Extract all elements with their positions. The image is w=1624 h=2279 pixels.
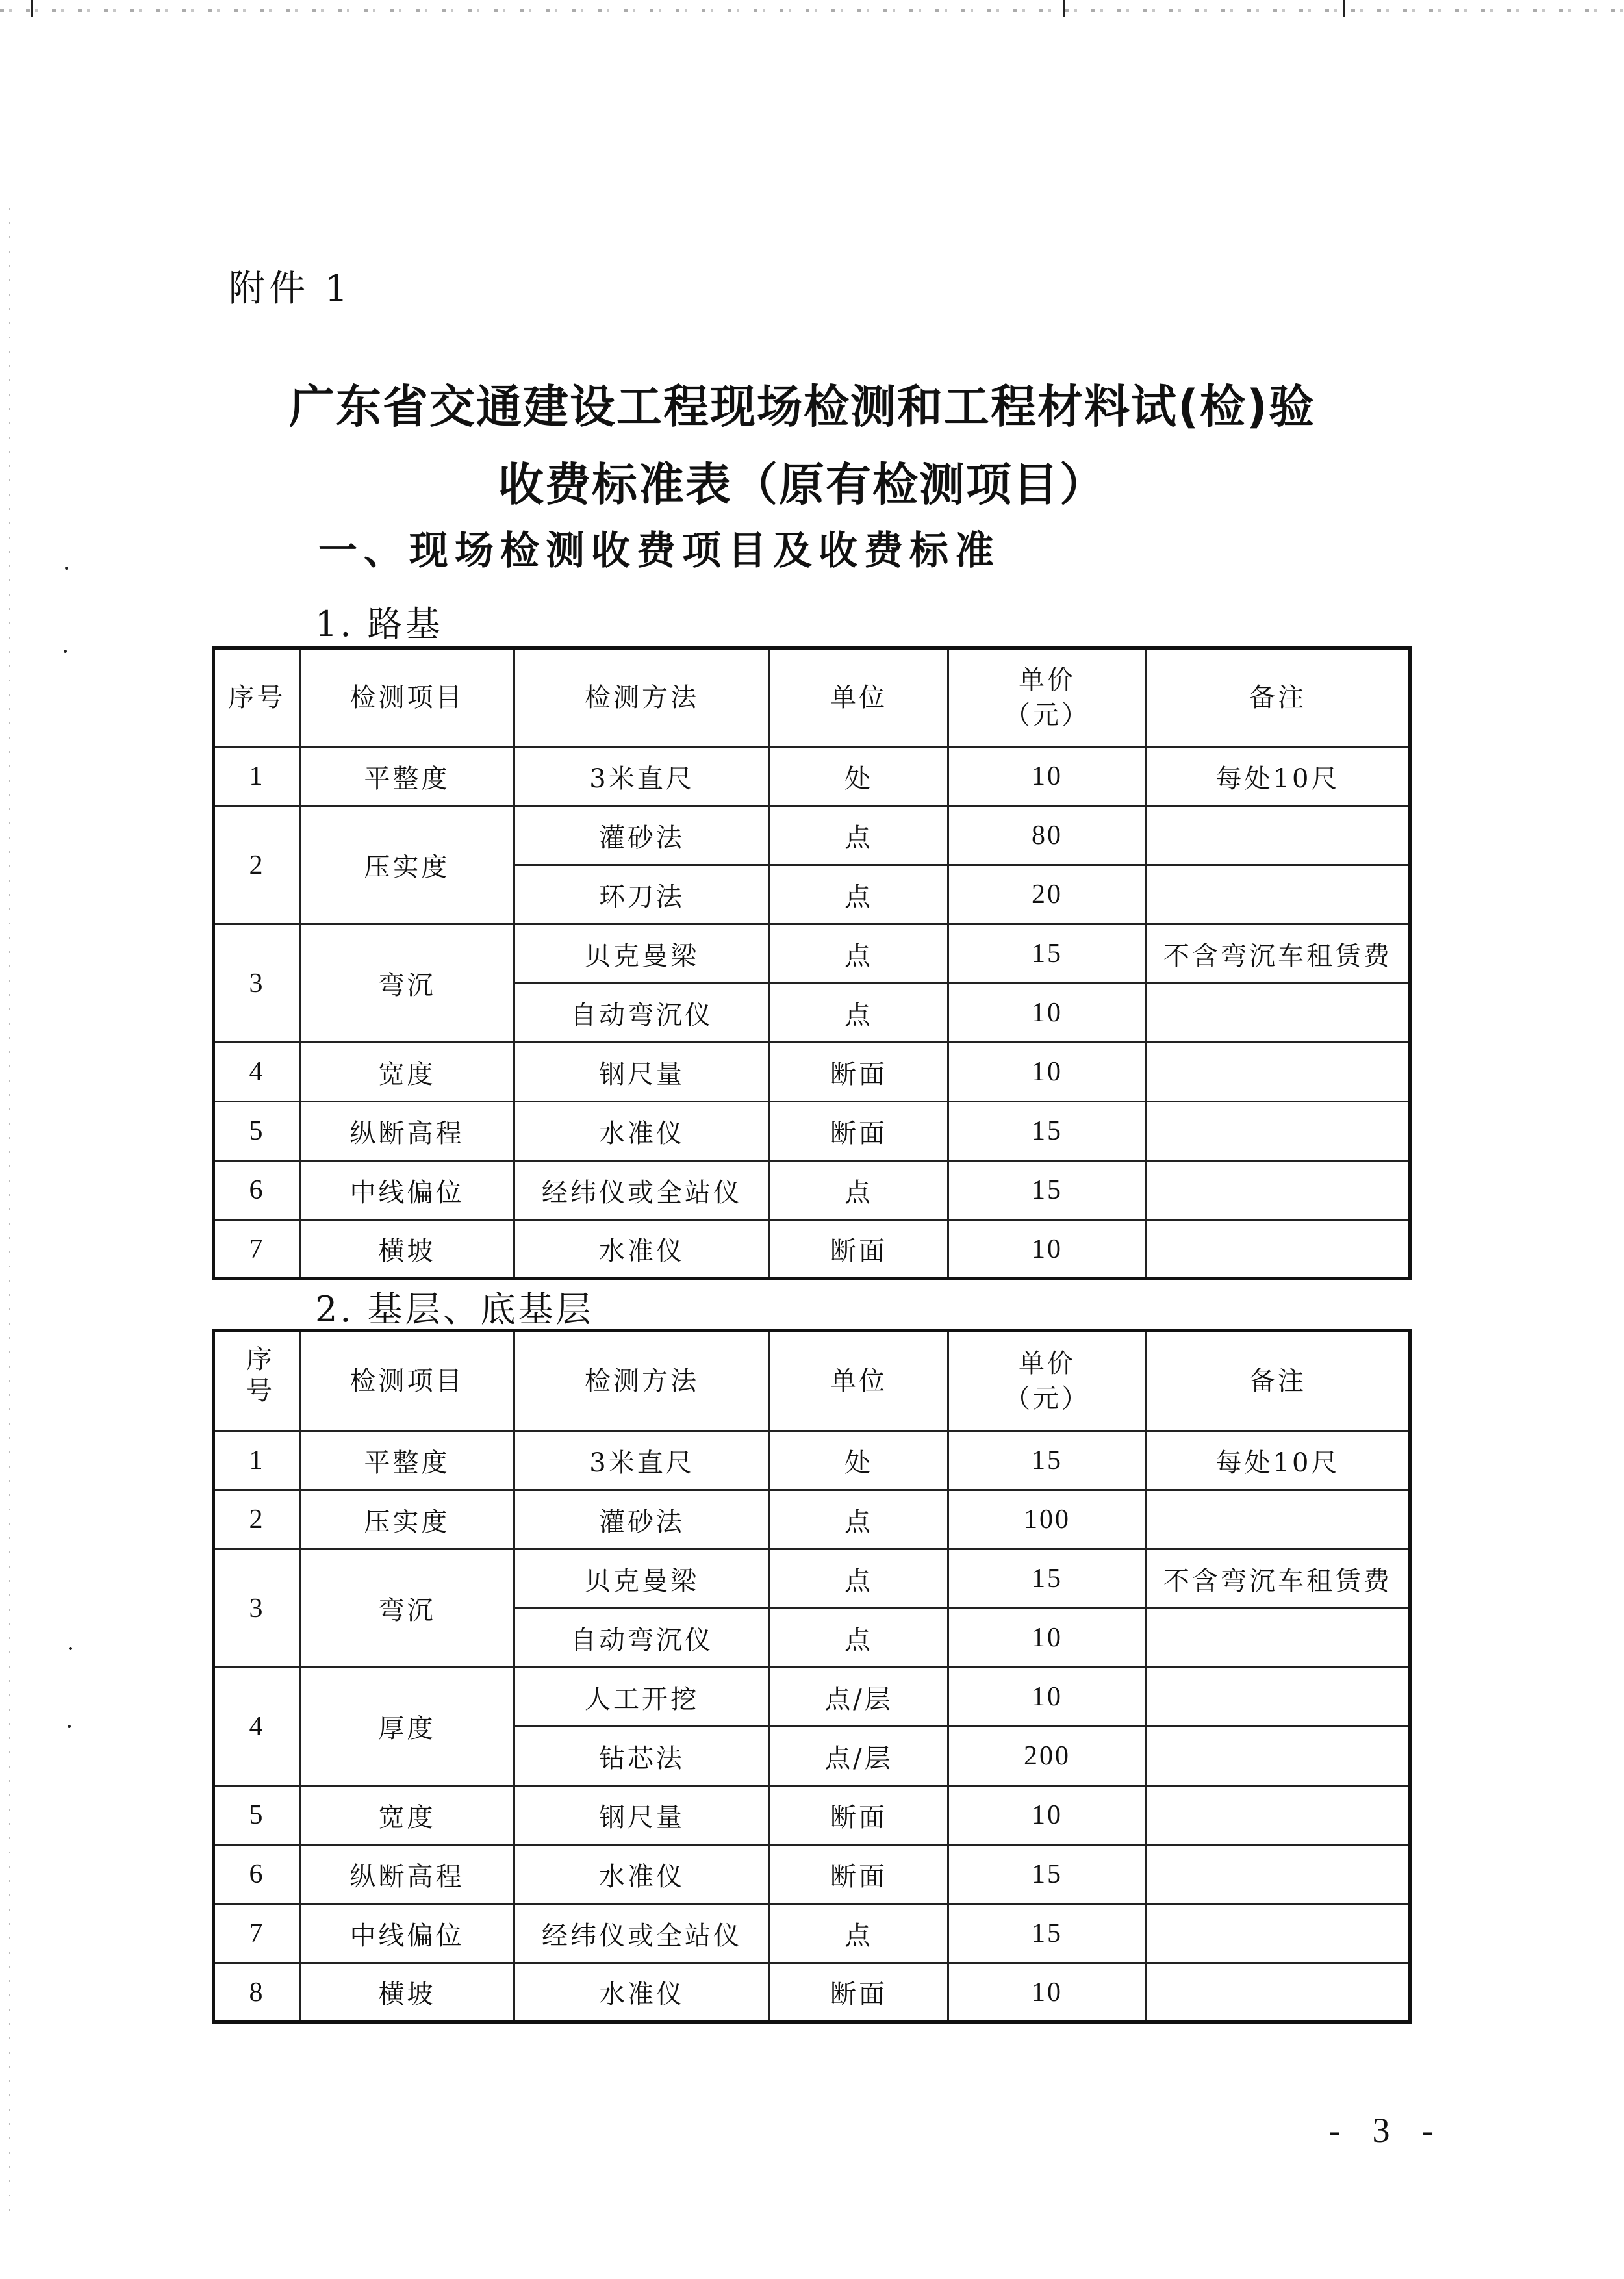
cell-remark [1147,1220,1410,1279]
cell-item: 中线偏位 [300,1904,514,1963]
scan-artifact-top-edge [0,9,1624,12]
cell-method: 水准仪 [514,1845,770,1904]
header-item: 检测项目 [300,648,514,747]
table-row [214,806,1410,865]
table-row [214,1490,1410,1549]
cell-remark: 每处10尺 [1147,747,1410,806]
cell-item: 中线偏位 [300,1161,514,1220]
cell-price: 200 [948,1727,1147,1786]
cell-price: 15 [948,924,1147,984]
cell-method: 钢尺量 [514,1786,770,1845]
cell-item: 纵断高程 [300,1845,514,1904]
cell-unit: 点/层 [770,1668,948,1727]
cell-price: 15 [948,1161,1147,1220]
cell-seq: 3 [214,924,300,1043]
cell-method: 3米直尺 [514,747,770,806]
cell-unit: 断面 [770,1043,948,1102]
fee-table-subgrade [212,646,1412,1280]
cell-remark [1147,1161,1410,1220]
cell-remark: 不含弯沉车租赁费 [1147,924,1410,984]
cell-unit: 断面 [770,1102,948,1161]
table-row [214,1161,1410,1220]
table-row [214,1845,1410,1904]
cell-method: 钢尺量 [514,1043,770,1102]
section-heading: 一、现场检测收费项目及收费标准 [318,528,1000,574]
scan-artifact-mark [31,0,33,17]
cell-remark [1147,1786,1410,1845]
cell-method: 经纬仪或全站仪 [514,1904,770,1963]
cell-item: 宽度 [300,1786,514,1845]
cell-unit: 断面 [770,1963,948,2022]
cell-unit: 点 [770,1609,948,1668]
cell-method: 3米直尺 [514,1431,770,1490]
cell-remark [1147,1845,1410,1904]
cell-remark [1147,1963,1410,2022]
table-body [214,747,1410,1279]
scan-artifact-mark [1343,0,1345,17]
cell-seq: 3 [214,1549,300,1668]
cell-method: 灌砂法 [514,1490,770,1549]
cell-seq: 7 [214,1220,300,1279]
table-row [214,1963,1410,2022]
cell-price: 10 [948,1668,1147,1727]
cell-unit: 点 [770,865,948,924]
cell-price: 15 [948,1431,1147,1490]
subsection-title-base-layer: 2. 基层、底基层 [315,1289,594,1330]
cell-price: 10 [948,1963,1147,2022]
scan-speck [64,650,67,653]
header-method: 检测方法 [514,648,770,747]
table-row [214,1220,1410,1279]
cell-method: 贝克曼梁 [514,1549,770,1609]
cell-remark: 每处10尺 [1147,1431,1410,1490]
table-row [214,1043,1410,1102]
cell-unit: 点 [770,924,948,984]
table-row [214,1786,1410,1845]
cell-seq: 7 [214,1904,300,1963]
cell-method: 灌砂法 [514,806,770,865]
page-number: - 3 - [1328,2111,1445,2150]
cell-seq: 1 [214,747,300,806]
cell-price: 10 [948,1609,1147,1668]
cell-seq: 6 [214,1161,300,1220]
header-remark: 备注 [1147,1330,1410,1431]
cell-remark [1147,1609,1410,1668]
header-unit: 单位 [770,648,948,747]
cell-price: 15 [948,1845,1147,1904]
scan-speck [68,1725,71,1728]
cell-remark [1147,806,1410,865]
cell-remark [1147,1043,1410,1102]
cell-unit: 处 [770,747,948,806]
cell-item: 横坡 [300,1963,514,2022]
cell-method: 水准仪 [514,1220,770,1279]
document-title-line-2: 收费标准表（原有检测项目） [498,458,1106,511]
cell-remark [1147,1727,1410,1786]
cell-price: 10 [948,747,1147,806]
cell-method: 环刀法 [514,865,770,924]
cell-price: 10 [948,984,1147,1043]
cell-unit: 点 [770,1490,948,1549]
cell-unit: 断面 [770,1786,948,1845]
cell-remark: 不含弯沉车租赁费 [1147,1549,1410,1609]
subsection-title-subgrade: 1. 路基 [315,604,443,644]
table-row [214,1102,1410,1161]
cell-item: 弯沉 [300,924,514,1043]
cell-remark [1147,1904,1410,1963]
cell-remark [1147,984,1410,1043]
header-seq [214,1330,300,1431]
cell-seq: 4 [214,1668,300,1786]
table-row [214,1431,1410,1490]
cell-seq: 1 [214,1431,300,1490]
attachment-label: 附件 1 [229,268,352,310]
table-row [214,747,1410,806]
cell-unit: 点 [770,1161,948,1220]
cell-remark [1147,1490,1410,1549]
header-price-currency: （元） [1004,1383,1090,1414]
cell-method: 经纬仪或全站仪 [514,1161,770,1220]
cell-price: 15 [948,1904,1147,1963]
scan-speck [65,567,68,570]
cell-item: 弯沉 [300,1549,514,1668]
cell-unit: 点/层 [770,1727,948,1786]
cell-method: 自动弯沉仪 [514,1609,770,1668]
fee-table-base-layer [212,1329,1412,2024]
cell-seq: 4 [214,1043,300,1102]
header-price [948,1330,1147,1431]
cell-unit: 点 [770,1904,948,1963]
table-row [214,1549,1410,1609]
table-row [214,1668,1410,1727]
cell-price: 15 [948,1549,1147,1609]
cell-remark [1147,1668,1410,1727]
cell-seq: 2 [214,806,300,924]
table-header-row [214,648,1410,747]
cell-seq: 6 [214,1845,300,1904]
cell-item: 厚度 [300,1668,514,1786]
cell-seq: 2 [214,1490,300,1549]
cell-price: 10 [948,1786,1147,1845]
cell-item: 平整度 [300,747,514,806]
cell-method: 贝克曼梁 [514,924,770,984]
header-price-currency: （元） [1004,700,1090,730]
cell-seq: 5 [214,1102,300,1161]
cell-price: 15 [948,1102,1147,1161]
header-seq: 序号 [214,648,300,747]
cell-item: 平整度 [300,1431,514,1490]
cell-method: 水准仪 [514,1102,770,1161]
cell-method: 水准仪 [514,1963,770,2022]
cell-item: 压实度 [300,1490,514,1549]
cell-unit: 点 [770,984,948,1043]
header-price [948,648,1147,747]
cell-price: 20 [948,865,1147,924]
cell-price: 10 [948,1043,1147,1102]
cell-method: 自动弯沉仪 [514,984,770,1043]
scan-speck [69,1647,72,1650]
cell-seq: 8 [214,1963,300,2022]
cell-unit: 点 [770,1549,948,1609]
header-method: 检测方法 [514,1330,770,1431]
header-seq-label: 序号 [242,1345,272,1408]
cell-unit: 点 [770,806,948,865]
cell-price: 10 [948,1220,1147,1279]
cell-seq: 5 [214,1786,300,1845]
cell-remark [1147,865,1410,924]
header-item: 检测项目 [300,1330,514,1431]
document-title-line-1: 广东省交通建设工程现场检测和工程材料试(检)验 [289,380,1315,433]
header-unit: 单位 [770,1330,948,1431]
cell-unit: 断面 [770,1220,948,1279]
cell-method: 人工开挖 [514,1668,770,1727]
cell-unit: 处 [770,1431,948,1490]
cell-item: 宽度 [300,1043,514,1102]
scan-artifact-mark [1063,0,1065,17]
table-header-row [214,1330,1410,1431]
cell-unit: 断面 [770,1845,948,1904]
cell-method: 钻芯法 [514,1727,770,1786]
table-row [214,1904,1410,1963]
cell-item: 横坡 [300,1220,514,1279]
header-price-label: 单价 [1019,1348,1076,1379]
cell-item: 纵断高程 [300,1102,514,1161]
header-price-label: 单价 [1019,665,1076,695]
cell-item: 压实度 [300,806,514,924]
cell-price: 80 [948,806,1147,865]
cell-price: 100 [948,1490,1147,1549]
table-row [214,924,1410,984]
cell-remark [1147,1102,1410,1161]
header-remark: 备注 [1147,648,1410,747]
table-body [214,1431,1410,2022]
